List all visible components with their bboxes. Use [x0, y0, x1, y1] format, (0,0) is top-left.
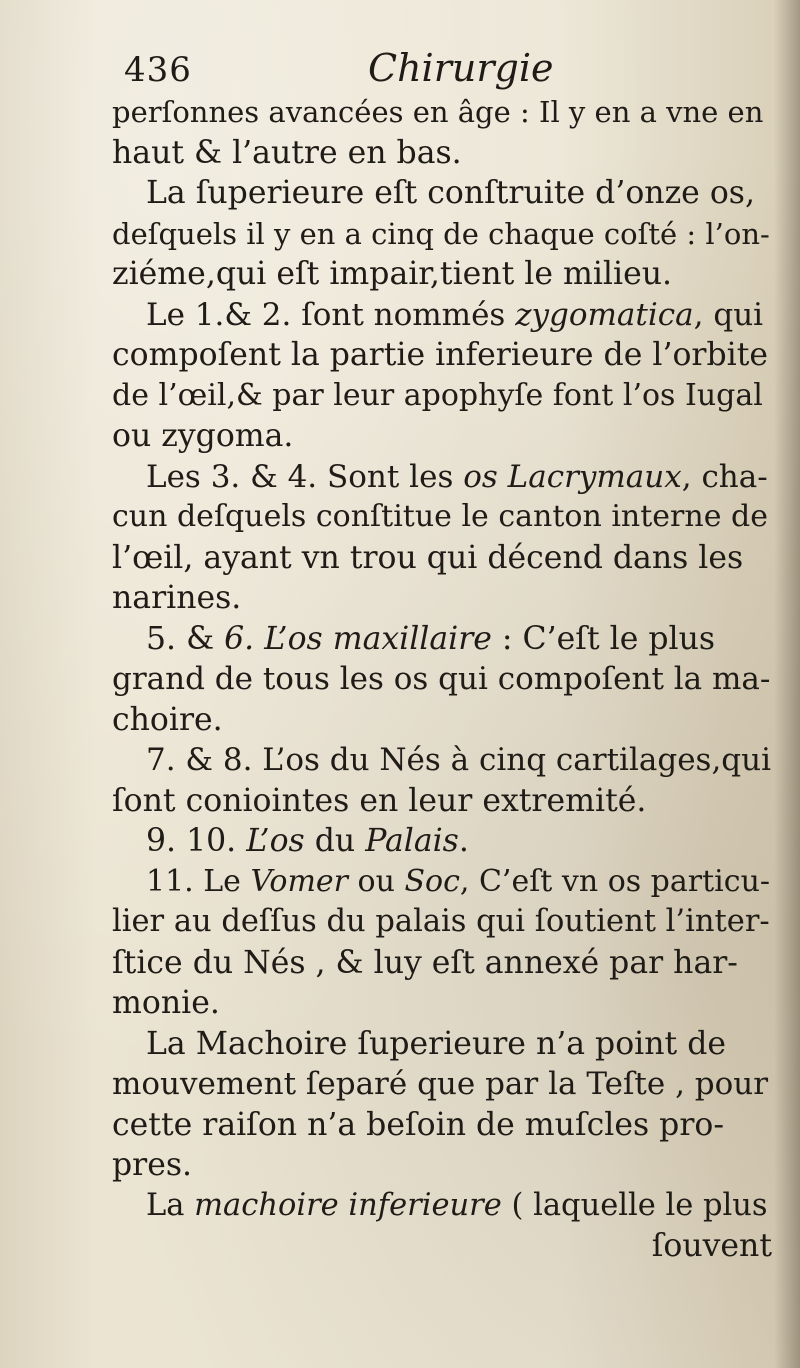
text-line — [112, 862, 772, 903]
body-text — [112, 92, 772, 1267]
text-span: monie. — [112, 985, 220, 1021]
text-span: grand de tous les os qui compoſent la ma- — [112, 661, 771, 697]
text-span: Le 1.& 2. ſont nommés — [146, 296, 516, 333]
text-span: narines. — [112, 580, 242, 616]
text-span: cette raiſon n’a beſoin de muſcles pro- — [112, 1106, 724, 1143]
text-span: 11. Le — [146, 863, 251, 899]
text-span: mouvement ſeparé que par la Teſte , pour — [112, 1066, 769, 1102]
running-head: Chirurgie — [368, 46, 554, 90]
text-span: La — [146, 1187, 195, 1223]
text-span: La Machoire ſuperieure n’a point de — [146, 1025, 727, 1062]
text-span: ou — [347, 863, 405, 899]
text-span: compoſent la partie inferieure de l’orbite — [112, 337, 769, 373]
text-line — [112, 1105, 772, 1146]
text-span: 7. & 8. L’os du Nés à cinq cartilages,qui — [146, 742, 772, 778]
text-span: . — [458, 823, 469, 859]
italic-term: L’os — [246, 823, 305, 859]
text-span: pres. — [112, 1147, 193, 1183]
text-span: ou zygoma. — [112, 418, 294, 454]
text-span: de l’œil,& par leur apophyſe font l’os Iugal — [112, 377, 763, 413]
italic-term: Palais — [365, 823, 459, 859]
text-span: 5. & — [146, 620, 225, 657]
page-header — [110, 46, 670, 96]
italic-term: machoire inferieure — [194, 1187, 502, 1223]
text-span: ( laquelle le plus — [501, 1187, 768, 1223]
text-span: cun deſquels conſtitue le canton interne de — [112, 499, 768, 534]
text-span: choire. — [112, 701, 223, 738]
text-span: 9. 10. — [146, 823, 247, 859]
text-span: haut & l’autre en bas. — [112, 134, 462, 171]
text-line — [112, 254, 772, 295]
italic-term: os Lacrymaux — [463, 458, 682, 495]
text-span: ziéme,qui eſt impair,tient le milieu. — [112, 256, 673, 292]
text-span: ſtice du Nés , & luy eſt annexé par har- — [112, 944, 738, 981]
italic-term: Vomer — [250, 863, 348, 899]
text-line — [112, 497, 772, 538]
text-span: ſont coniointes en leur extremité. — [112, 782, 647, 819]
text-line — [112, 1226, 772, 1267]
text-line — [112, 335, 772, 376]
text-span: Les 3. & 4. Sont les — [146, 458, 464, 495]
page-number: 436 — [124, 50, 192, 90]
text-span: , cha- — [681, 458, 768, 495]
page-edge-shadow — [774, 0, 800, 1368]
text-line — [112, 578, 772, 619]
italic-term: 6. L’os maxillaire — [224, 620, 492, 657]
text-line — [112, 943, 772, 984]
text-span: La ſuperieure eſt conſtruite d’onze os, — [146, 175, 755, 211]
text-line — [112, 821, 772, 862]
text-span: , C’eſt vn os particu- — [459, 863, 771, 899]
text-line — [112, 983, 772, 1024]
text-line — [112, 659, 772, 700]
text-line — [112, 538, 772, 579]
text-line — [112, 1186, 772, 1227]
text-span: perſonnes avancées en âge : Il y en a vne en — [112, 95, 764, 129]
text-span: : C’eſt le plus — [491, 620, 716, 657]
text-line — [112, 619, 772, 660]
text-line — [112, 1145, 772, 1186]
text-line — [112, 700, 772, 741]
text-line — [112, 457, 772, 498]
text-line — [112, 1064, 772, 1105]
text-span: ſouvent — [651, 1228, 772, 1264]
text-line — [112, 740, 772, 781]
text-line — [112, 781, 772, 822]
italic-term: Soc — [404, 863, 460, 899]
text-line — [112, 92, 772, 133]
text-span: , qui — [693, 296, 764, 333]
text-line — [112, 214, 772, 255]
italic-term: zygomatica — [515, 296, 694, 333]
text-line — [112, 416, 772, 457]
text-span: du — [304, 823, 366, 859]
text-span: lier au deſſus du palais qui ſoutient l’inter- — [112, 904, 770, 939]
text-line — [112, 902, 772, 943]
text-line — [112, 173, 772, 214]
text-line — [112, 1024, 772, 1065]
text-line — [112, 133, 772, 174]
text-span: l’œil, ayant vn trou qui décend dans les — [112, 539, 744, 576]
text-line — [112, 376, 772, 417]
text-span: deſquels il y en a cinq de chaque coſté : l’on- — [112, 216, 770, 251]
text-line — [112, 295, 772, 336]
